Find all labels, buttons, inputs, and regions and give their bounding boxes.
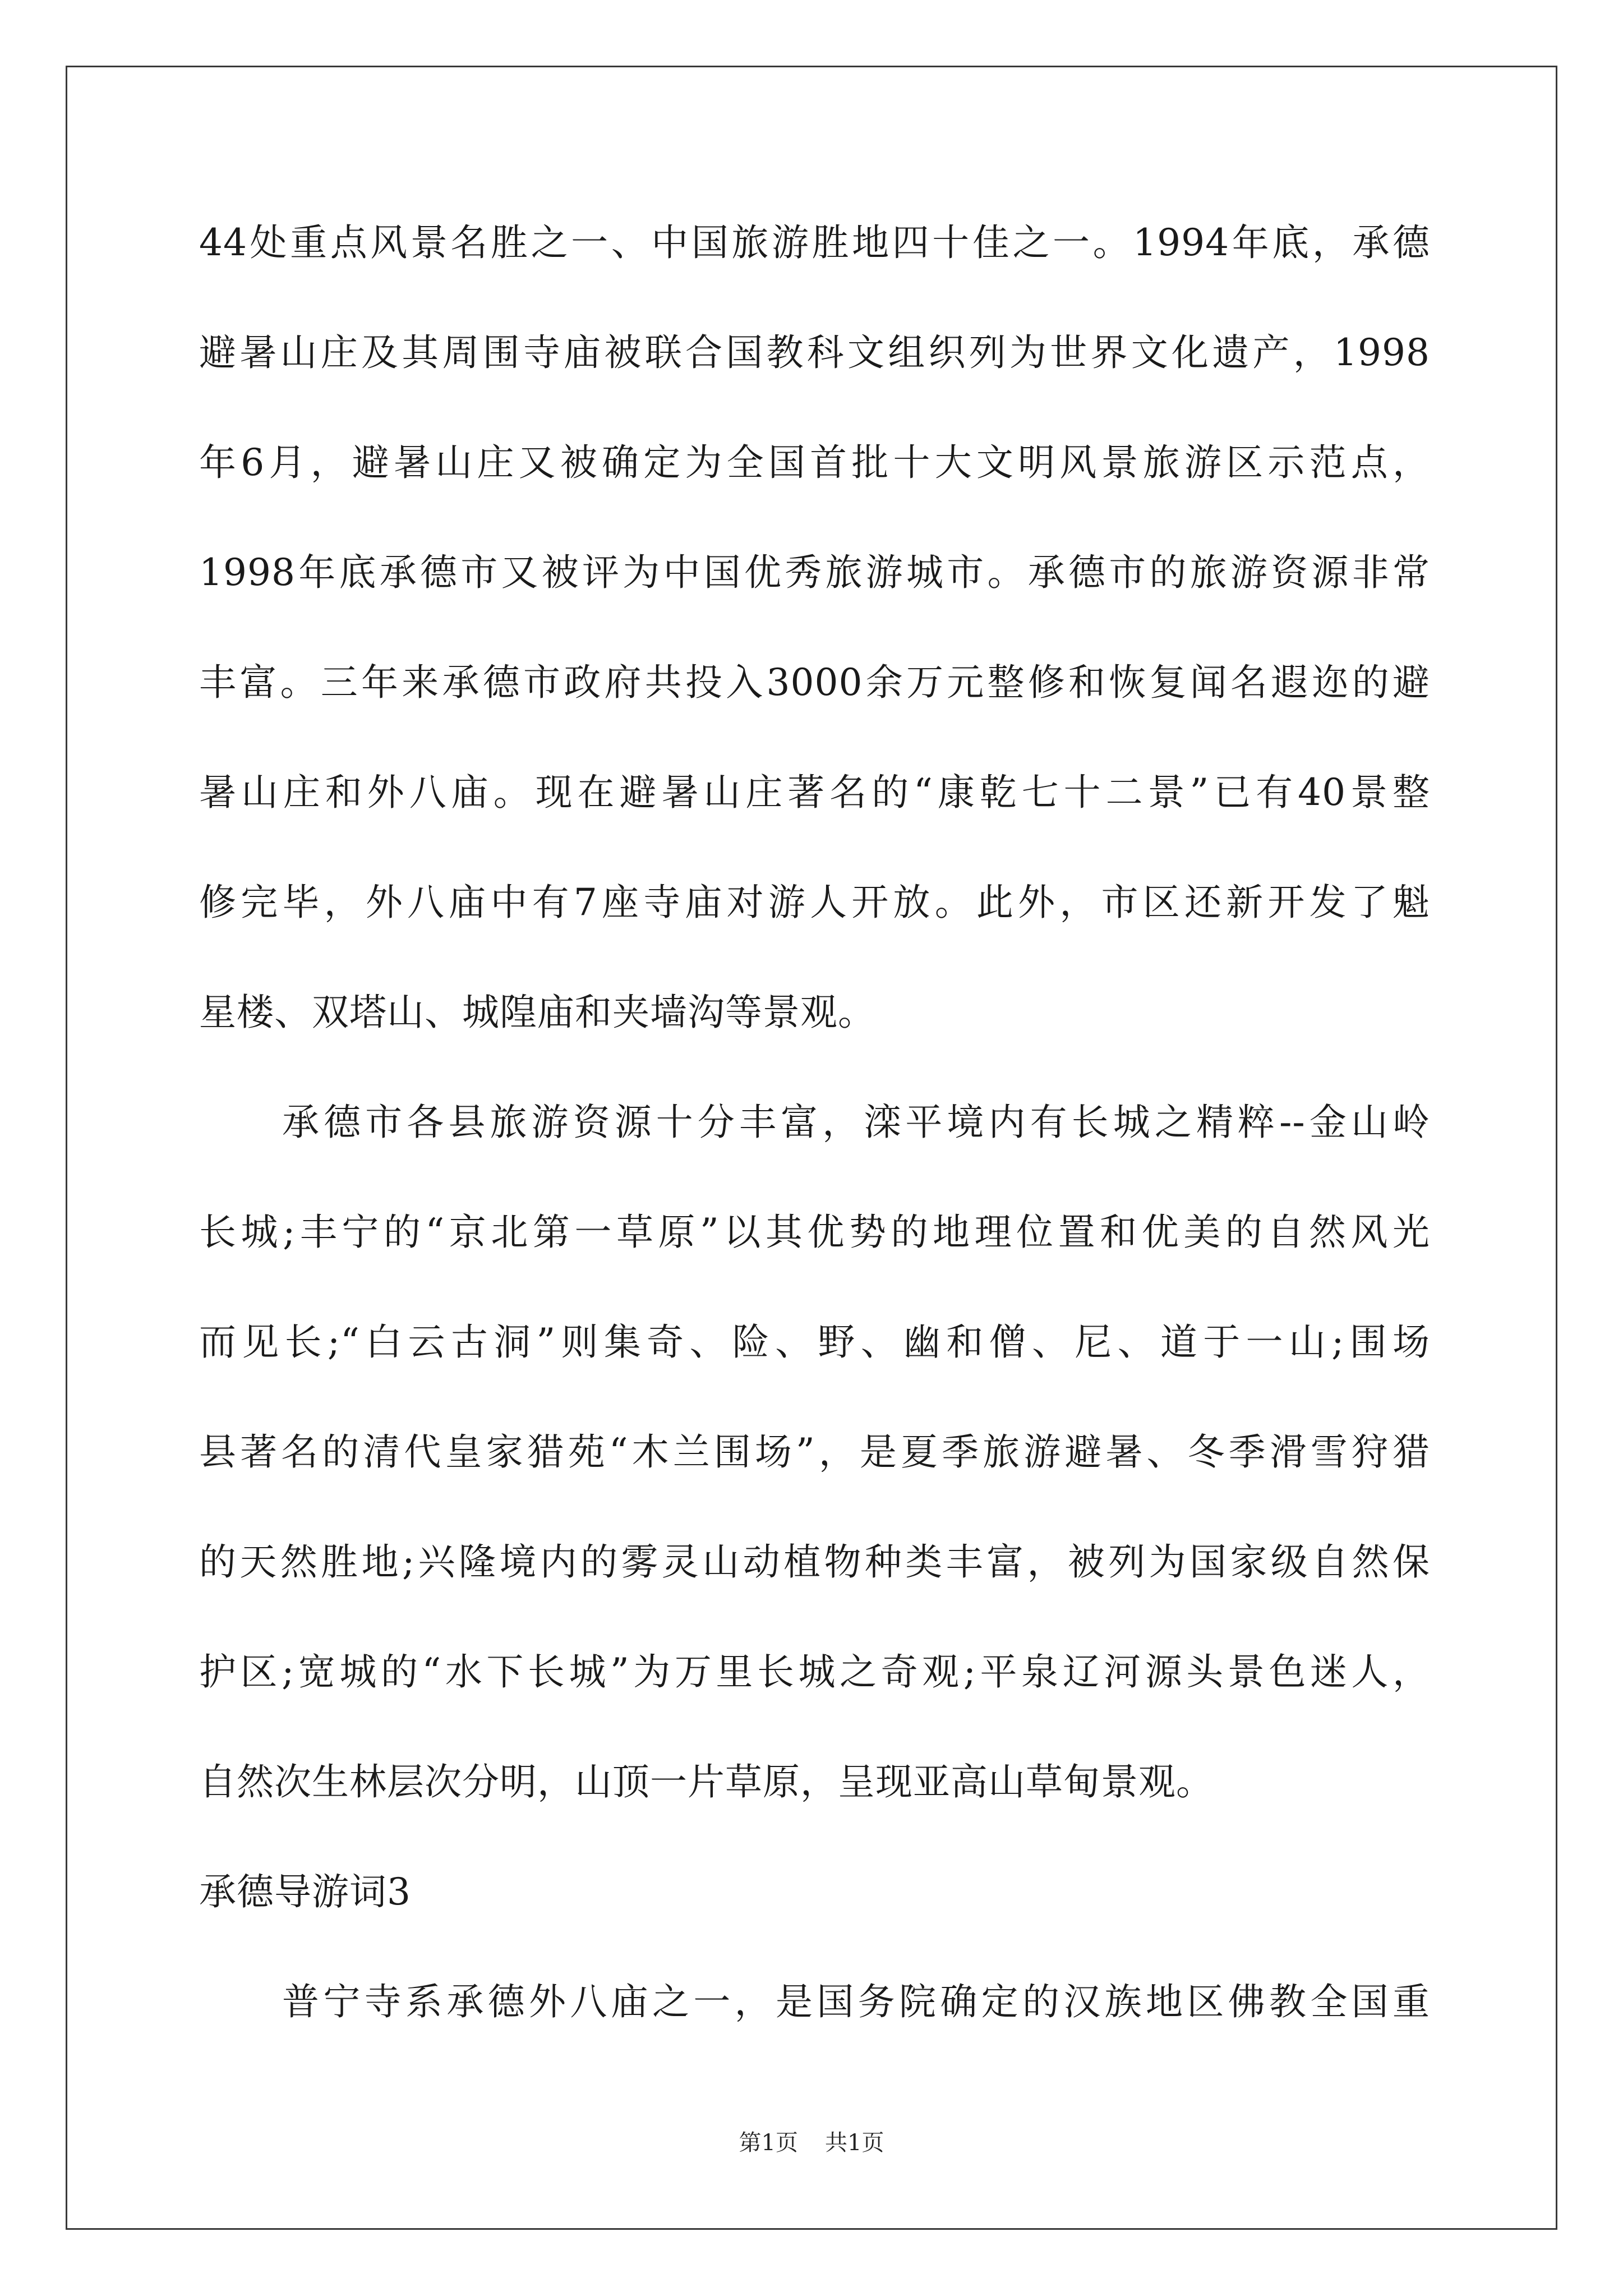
paragraph-line: 护区;宽城的“水下长城”为万里长城之奇观;平泉辽河源头景色迷人， <box>199 1650 1430 1694</box>
page-footer <box>0 2129 1623 2157</box>
paragraph-line: 年6月，避暑山庄又被确定为全国首批十大文明风景旅游区示范点， <box>199 441 1430 484</box>
section-heading: 承德导游词3 <box>199 1870 411 1913</box>
paragraph-line: 1998年底承德市又被评为中国优秀旅游城市。承德市的旅游资源非常 <box>199 551 1430 594</box>
paragraph-line: 丰富。三年来承德市政府共投入3000余万元整修和恢复闻名遐迩的避 <box>199 661 1430 704</box>
paragraph-line: 暑山庄和外八庙。现在避暑山庄著名的“康乾七十二景”已有40景整 <box>199 771 1430 814</box>
paragraph-line: 自然次生林层次分明，山顶一片草原，呈现亚高山草甸景观。 <box>199 1760 1214 1803</box>
paragraph-line: 县著名的清代皇家猎苑“木兰围场”，是夏季旅游避暑、冬季滑雪狩猎 <box>199 1430 1430 1474</box>
paragraph-line: 而见长;“白云古洞”则集奇、险、野、幽和僧、尼、道于一山;围场 <box>199 1320 1430 1364</box>
paragraph-line: 的天然胜地;兴隆境内的雾灵山动植物种类丰富，被列为国家级自然保 <box>199 1540 1430 1584</box>
paragraph-line: 普宁寺系承德外八庙之一，是国务院确定的汉族地区佛教全国重 <box>282 1980 1430 2023</box>
paragraph-line: 44处重点风景名胜之一、中国旅游胜地四十佳之一。1994年底，承德 <box>199 221 1430 264</box>
paragraph-line: 星楼、双塔山、城隍庙和夹墙沟等景观。 <box>199 991 875 1034</box>
paragraph-line: 承德市各县旅游资源十分丰富，滦平境内有长城之精粹--金山岭 <box>282 1101 1430 1144</box>
page-total: 共1页 <box>825 2130 884 2156</box>
paragraph-line: 避暑山庄及其周围寺庙被联合国教科文组织列为世界文化遗产，1998 <box>199 331 1430 374</box>
paragraph-line: 长城;丰宁的“京北第一草原”以其优势的地理位置和优美的自然风光 <box>199 1211 1430 1254</box>
document-body <box>199 216 1430 2085</box>
paragraph-line: 修完毕，外八庙中有7座寺庙对游人开放。此外，市区还新开发了魁 <box>199 881 1430 924</box>
page-number: 第1页 <box>739 2130 798 2156</box>
